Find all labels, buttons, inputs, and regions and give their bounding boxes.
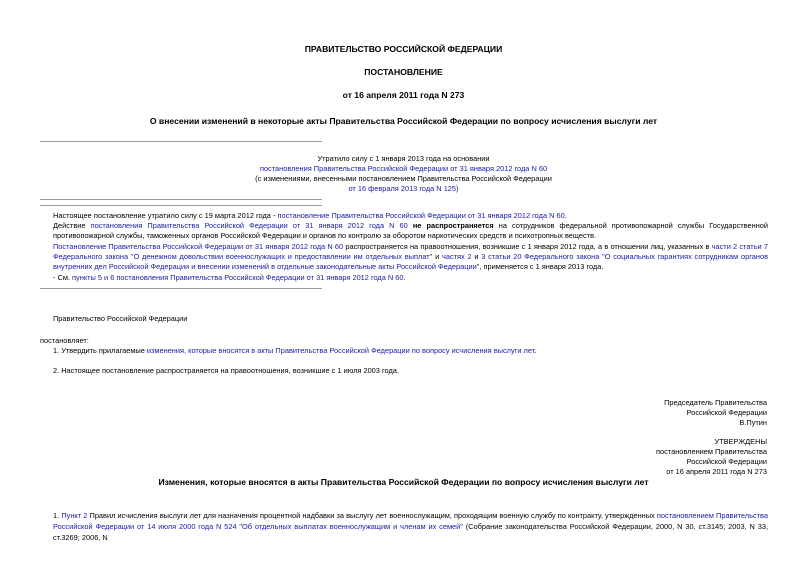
document-type: ПОСТАНОВЛЕНИЕ (364, 67, 443, 77)
government-heading: ПРАВИТЕЛЬСТВО РОССИЙСКОЙ ФЕДЕРАЦИИ (304, 44, 503, 54)
body-item-2: 2. Настоящее постановление распространяется на правоотношения, возникшие с 1 июля 2003 года. (53, 366, 399, 375)
divider (40, 288, 322, 289)
divider (40, 199, 322, 200)
status-note-link[interactable]: от 16 февраля 2013 года N 125) (348, 184, 459, 193)
changes-link[interactable]: Пункт 2 (61, 511, 88, 520)
approved-line: УТВЕРЖДЕНЫ (714, 437, 767, 446)
note-link[interactable]: постановления Правительства Российской Федерации от 31 января 2012 года N 60 (90, 221, 408, 230)
note-link[interactable]: постановление Правительства Российской Федерации от 31 января 2012 года N 60 (277, 211, 565, 220)
changes-link[interactable]: постановлением Правительства Российской Федерации от 14 июля 2000 года N 524 "Об отдельных выплатах военнослужащим и членам их семей" (53, 511, 768, 531)
note-link[interactable]: частях 2 (442, 252, 472, 261)
editorial-note: - См. пункты 5 и 6 постановления Правительства Российской Федерации от 31 января 2012 года N 60. (53, 273, 406, 282)
body-government: Правительство Российской Федерации (53, 314, 188, 323)
divider (40, 141, 322, 142)
changes-link[interactable]: изменения, которые вносятся в акты Правительства Российской Федерации по вопросу исчисления выслуги лет (146, 346, 535, 355)
note-link[interactable]: Постановление Правительства Российской Федерации от 31 января 2012 года N 60 (53, 242, 344, 251)
approved-line: постановлением Правительства (656, 447, 767, 456)
signature-name: В.Путин (739, 418, 767, 427)
approved-line: Российской Федерации (686, 457, 767, 466)
divider (40, 205, 322, 206)
editorial-note: Постановление Правительства Российской Федерации от 31 января 2012 года N 60 распространяется на правоотношения, возникшие с 1 января 2012 года, а в отношении лиц, указанных в части 2 статьи 7 Федерального закона "О денежном довольствии военнослужащих и предоставлении им отдельных выплат" и частях 2 и 3 статьи 20 Федерального закона "О социальных гарантиях сотрудникам органов внутренних дел Российской Федерации и внесении изменений в отдельные законодательные акты Российской Федерации", применяется с 1 января 2013 года. (53, 242, 768, 271)
editorial-note: Действие постановления Правительства Российской Федерации от 31 января 2012 года N 60 не распространяется на сотрудников федеральной противопожарной службы Государственной противопожарной службы, таможенных органов Российской Федерации и органов по контролю за оборотом наркотических средств и психотропных веществ. (53, 221, 769, 240)
note-link[interactable]: пункты 5 и 6 постановления Правительства Российской Федерации от 31 января 2012 года N 60 (72, 273, 404, 282)
document-title: О внесении изменений в некоторые акты Правительства Российской Федерации по вопросу исчисления выслуги лет (149, 116, 658, 126)
note-link[interactable]: части 2 статьи 7 Федерального закона "О денежном довольствии военнослужащих и предоставлении им отдельных выплат" (53, 242, 768, 261)
signature-line: Председатель Правительства (664, 398, 767, 407)
document-date-number: от 16 апреля 2011 года N 273 (342, 90, 465, 100)
status-note-line: Утратило силу с 1 января 2013 года на основании (317, 154, 490, 163)
editorial-note: Настоящее постановление утратило силу с 19 марта 2012 года - постановление Правительства Российской Федерации от 31 января 2012 года N 60. (53, 211, 567, 220)
note-link[interactable]: 3 статьи 20 Федерального закона "О социальных гарантиях сотрудникам органов внутренних дел Российской Федерации и внесении изменений в отдельные законодательные акты Российской Федерации" (53, 252, 768, 271)
signature-line: Российской Федерации (686, 408, 767, 417)
changes-title: Изменения, которые вносятся в акты Правительства Российской Федерации по вопросу исчисления выслуги лет (158, 477, 649, 487)
status-note-line: (с изменениями, внесенными постановлением Правительства Российской Федерации (255, 174, 552, 183)
body-resolves: постановляет: (40, 336, 89, 345)
status-note-link[interactable]: постановления Правительства Российской Федерации от 31 января 2012 года N 60 (259, 164, 548, 173)
approved-line: от 16 апреля 2011 года N 273 (666, 467, 767, 476)
changes-item-1: 1. Пункт 2 Правил исчисления выслуги лет для назначения процентной надбавки за выслугу лет военнослужащим, проходящим военную службу по контракту, утвержденных постановлением Правительства Российской Федерации от 14 июля 2000 года N 524 "Об отдельных выплатах военнослужащим и членам их семей" (Собрание законодательства Российской Федерации, 2000, N 30, ст.3145; 2003, N 33, ст.3269; 2006, N (53, 511, 769, 542)
body-item-1: 1. Утвердить прилагаемые изменения, которые вносятся в акты Правительства Российской Федерации по вопросу исчисления выслуги лет. (53, 346, 537, 355)
